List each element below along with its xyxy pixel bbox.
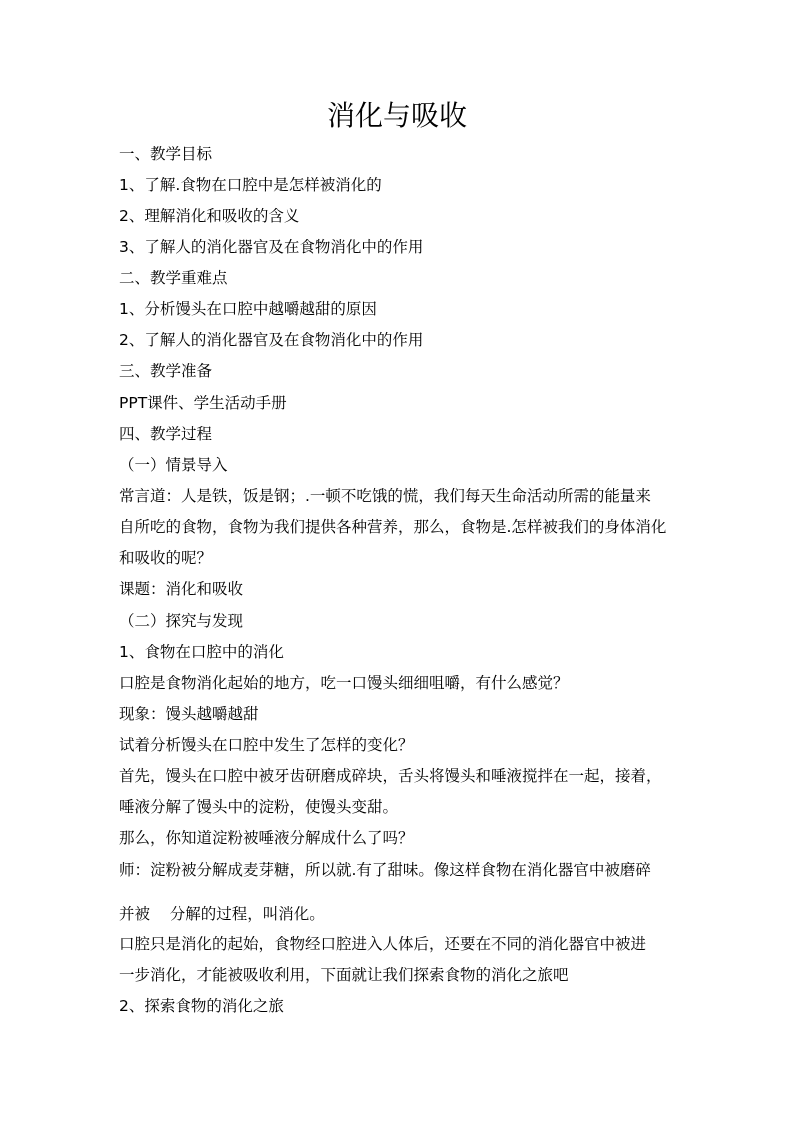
doc-line-12: 常言道：人是铁，饭是钢；.一顿不吃饿的慌，我们每天生命活动所需的能量来: [119, 487, 651, 505]
doc-line-22: 唾液分解了馒头中的淀粉，使馒头变甜。: [119, 798, 399, 816]
doc-line-28: 2、探索食物的消化之旅: [119, 997, 284, 1015]
doc-line-16: （二）探究与发现: [119, 612, 244, 630]
doc-line-1: 一、教学目标: [119, 145, 213, 163]
doc-line-9: PPT课件、学生活动手册: [119, 394, 287, 412]
doc-line-11: （一）情景导入: [119, 456, 228, 474]
doc-line-3: 2、理解消化和吸收的含义: [119, 207, 300, 225]
doc-line-10: 四、教学过程: [119, 425, 213, 443]
doc-line-18: 口腔是食物消化起始的地方，吃一口馒头细细咀嚼，有什么感觉？: [119, 674, 569, 692]
doc-line-20: 试着分析馒头在口腔中发生了怎样的变化？: [119, 736, 414, 754]
doc-line-23: 那么，你知道淀粉被唾液分解成什么了吗？: [119, 829, 414, 847]
doc-line-2: 1、了解.食物在口腔中是怎样被消化的: [119, 176, 382, 194]
page-title: 消化与吸收: [326, 99, 467, 132]
doc-line-4: 3、了解人的消化器官及在食物消化中的作用: [119, 238, 424, 256]
doc-line-26: 口腔只是消化的起始，食物经口腔进入人体后，还要在不同的消化器官中被进: [119, 935, 647, 953]
doc-line-24: 师：淀粉被分解成麦芽糖，所以就.有了甜味。像这样食物在消化器官中被磨碎: [119, 861, 651, 879]
doc-line-5: 二、教学重难点: [119, 269, 228, 287]
doc-line-15: 课题：消化和吸收: [119, 580, 244, 598]
doc-line-17: 1、食物在口腔中的消化: [119, 643, 284, 661]
doc-line-13: 自所吃的食物，食物为我们提供各种营养，那么，食物是.怎样被我们的身体消化: [119, 518, 667, 536]
doc-line-7: 2、了解人的消化器官及在食物消化中的作用: [119, 331, 424, 349]
doc-line-19: 现象：馒头越嚼越甜: [119, 705, 259, 723]
doc-line-25: 并被 分解的过程，叫消化。: [119, 905, 325, 923]
doc-line-8: 三、教学准备: [119, 362, 213, 380]
doc-line-27: 一步消化，才能被吸收利用，下面就让我们探索食物的消化之旅吧: [119, 966, 569, 984]
doc-line-21: 首先，馒头在口腔中被牙齿研磨成碎块，舌头将馒头和唾液搅拌在一起，接着，: [119, 767, 662, 785]
doc-line-6: 1、分析馒头在口腔中越嚼越甜的原因: [119, 300, 377, 318]
doc-line-14: 和吸收的呢？: [119, 549, 213, 567]
